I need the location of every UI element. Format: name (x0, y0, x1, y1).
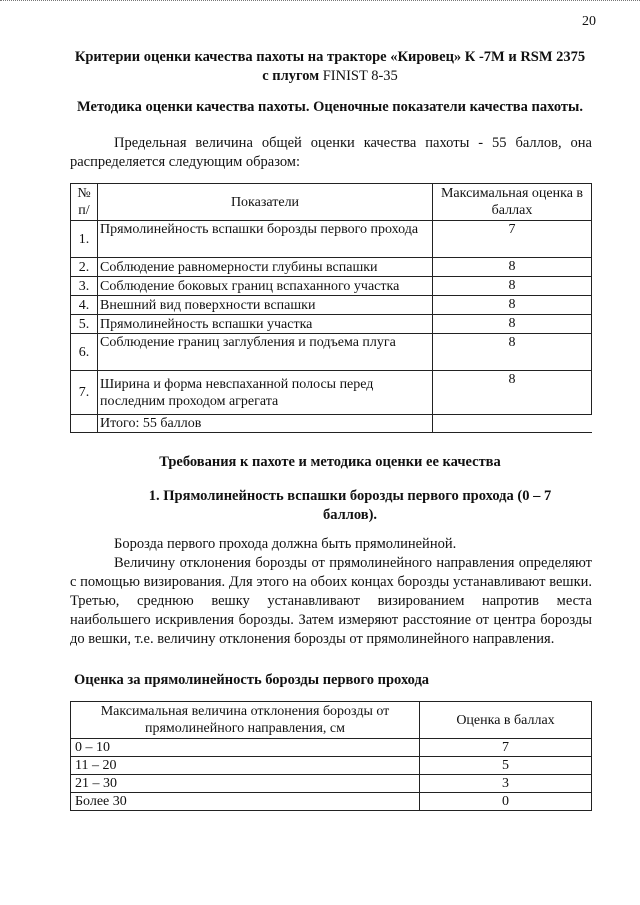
document-title (70, 48, 590, 86)
total-row (71, 415, 592, 433)
paragraph-2: Величину отклонения борозды от прямолинейного направления определяют с помощью визирования. Для этого на обоих концах борозды устанавливают вешки. Третью, среднюю вешку устанавливают визированием напротив места наибольшего искривления борозды. Затем измеряют расстояние от центра борозды до вешки, т.е. величину отклонения борозды от прямолинейного направления. (70, 555, 592, 647)
row-score: 7 (420, 739, 592, 757)
row-number: 1. (71, 221, 98, 258)
row-number: 7. (71, 371, 98, 415)
table-row (71, 296, 592, 315)
row-range: 11 – 20 (71, 757, 420, 775)
table-row (71, 775, 592, 793)
row-indicator: Ширина и форма невспаханной полосы перед последним проходом агрегата (98, 371, 433, 415)
rating-heading: Оценка за прямолинейность борозды первого прохода (74, 672, 430, 688)
header-max-score: Максимальная оценка в баллах (433, 184, 592, 221)
row-range: Более 30 (71, 793, 420, 811)
row-indicator: Соблюдение границ заглубления и подъема плуга (98, 334, 433, 371)
requirements-heading: Требования к пахоте и методика оценки ее качества (159, 454, 501, 470)
document-title-bold: Критерии оценки качества пахоты на тракторе «Кировец» К -7М и RSM 2375 с плугом (74, 49, 586, 84)
row-max-score: 8 (433, 258, 592, 277)
row-max-score: 8 (433, 371, 592, 415)
table-row (71, 258, 592, 277)
row-score: 0 (420, 793, 592, 811)
deviation-header-row (71, 702, 592, 739)
row-range: 21 – 30 (71, 775, 420, 793)
table-row (71, 793, 592, 811)
row-indicator: Соблюдение боковых границ вспаханного участка (98, 277, 433, 296)
table-row (71, 739, 592, 757)
page-number: 20 (582, 14, 596, 29)
row-max-score: 8 (433, 315, 592, 334)
row-number: 5. (71, 315, 98, 334)
row-number: 2. (71, 258, 98, 277)
method-heading: Методика оценки качества пахоты. Оценочные показатели качества пахоты. (77, 99, 583, 115)
indicators-header-row (71, 184, 592, 221)
row-max-score: 8 (433, 334, 592, 371)
row-max-score: 8 (433, 296, 592, 315)
indicators-table (70, 183, 592, 433)
table-row (71, 757, 592, 775)
section-1-heading: 1. Прямолинейность вспашки борозды первого прохода (0 – 7 баллов). (148, 488, 552, 523)
row-range: 0 – 10 (71, 739, 420, 757)
row-indicator: Внешний вид поверхности вспашки (98, 296, 433, 315)
deviation-table (70, 701, 592, 811)
row-max-score: 8 (433, 277, 592, 296)
row-score: 3 (420, 775, 592, 793)
row-number: 6. (71, 334, 98, 371)
header-number: № п/ (71, 184, 98, 221)
total-number-cell (71, 415, 98, 433)
header-deviation: Максимальная величина отклонения борозды от прямолинейного направления, см (71, 702, 420, 739)
table-row (71, 315, 592, 334)
header-indicators: Показатели (98, 184, 433, 221)
row-indicator: Соблюдение равномерности глубины вспашки (98, 258, 433, 277)
row-number: 4. (71, 296, 98, 315)
row-indicator: Прямолинейность вспашки участка (98, 315, 433, 334)
total-blank-cell (433, 415, 592, 433)
total-label: Итого: 55 баллов (98, 415, 433, 433)
document-title-plain: FINIST 8-35 (322, 68, 398, 84)
table-row (71, 277, 592, 296)
row-score: 5 (420, 757, 592, 775)
table-row (71, 221, 592, 258)
header-score: Оценка в баллах (420, 702, 592, 739)
paragraph-1: Борозда первого прохода должна быть прямолинейной. (114, 536, 457, 552)
row-number: 3. (71, 277, 98, 296)
row-max-score: 7 (433, 221, 592, 258)
scan-edge-dots (0, 0, 640, 1)
table-row (71, 334, 592, 371)
row-indicator: Прямолинейность вспашки борозды первого прохода (98, 221, 433, 258)
table-row (71, 371, 592, 415)
intro-paragraph: Предельная величина общей оценки качества пахоты - 55 баллов, она распределяется следующим образом: (70, 135, 592, 170)
